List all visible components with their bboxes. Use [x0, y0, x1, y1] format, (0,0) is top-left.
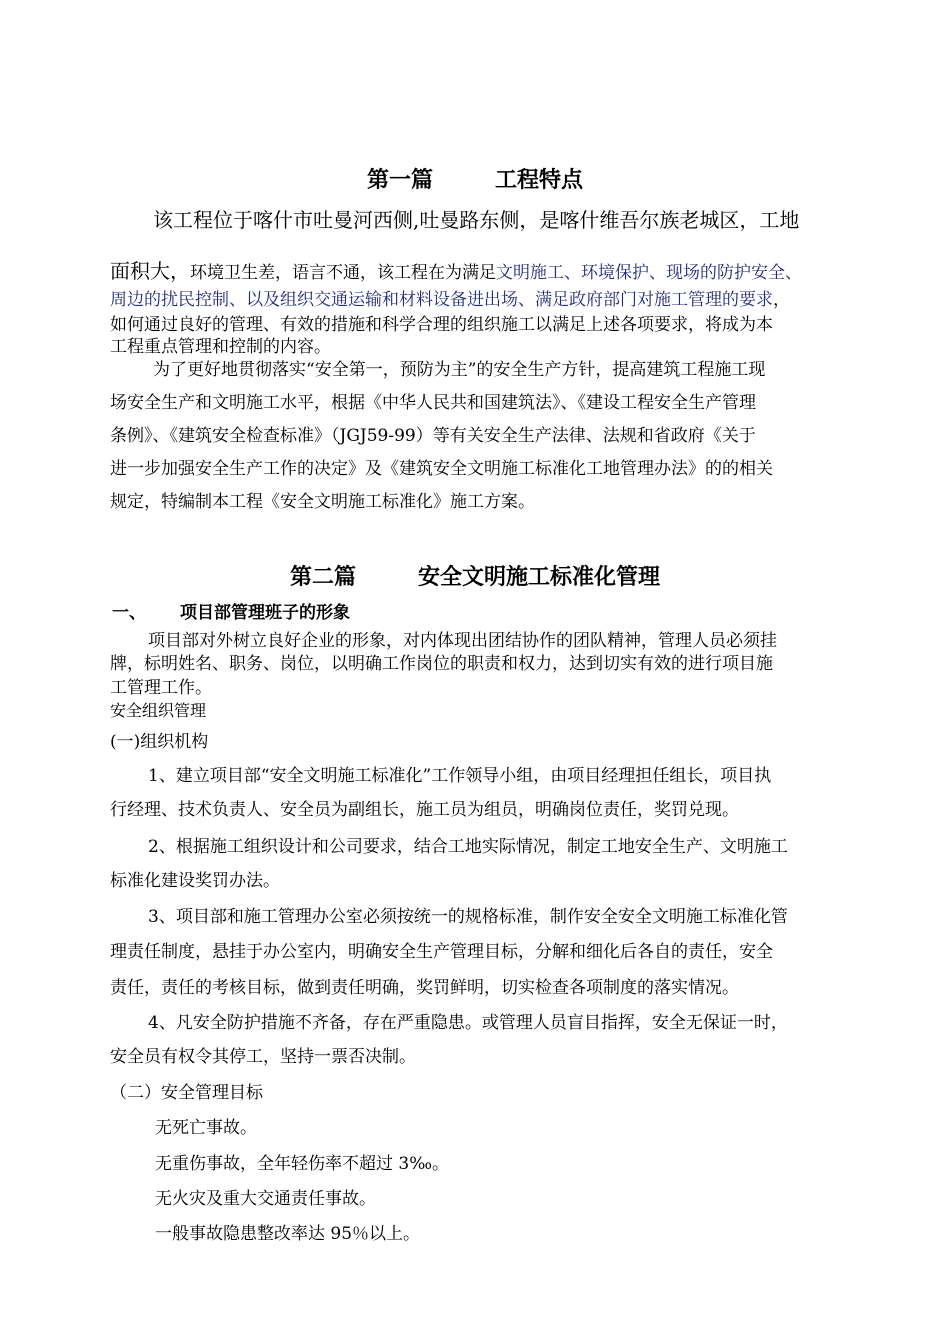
paragraph-line: 为了更好地贯彻落实“安全第一，预防为主”的安全生产方针，提高建筑工程施工现 [153, 360, 766, 380]
section1-title-text: 工程特点 [495, 168, 584, 193]
list-item: 责任，责任的考核目标，做到责任明确，奖罚鲜明，切实检查各项制度的落实情况。 [110, 978, 739, 998]
highlight-text: 周边的扰民控制、以及组织交通运输和材料设备进出场、满足政府部门对施工管理的要求 [110, 290, 773, 310]
section1-title [0, 170, 950, 192]
safety-org-label: 安全组织管理 [110, 701, 207, 720]
goal-item: 一般事故隐患整改率达 95％以上。 [155, 1224, 421, 1244]
list-item: 3、项目部和施工管理办公室必须按统一的规格标准，制作安全安全文明施工标准化管 [148, 907, 788, 927]
paragraph-line: 规定，特编制本工程《安全文明施工标准化》施工方案。 [110, 492, 535, 512]
paragraph-line: 牌，标明姓名、职务、岗位，以明确工作岗位的职责和权力，达到切实有效的进行项目施 [110, 654, 773, 674]
goal-item: 无火灾及重大交通责任事故。 [155, 1189, 376, 1209]
paragraph-line: 进一步加强安全生产工作的决定》及《建筑安全文明施工标准化工地管理办法》的的相关 [110, 459, 773, 479]
paragraph-line: 面积大，环境卫生差，语言不通，该工程在为满足文明施工、环境保护、现场的防护安全、 [110, 259, 802, 283]
section1-title-number: 第一篇 [366, 168, 433, 193]
list-item: 标准化建设奖罚办法。 [110, 871, 280, 891]
paragraph-line: 工程重点管理和控制的内容。 [110, 337, 331, 357]
list-item: 4、凡安全防护措施不齐备，存在严重隐患。或管理人员盲目指挥，安全无保证一时， [148, 1013, 788, 1033]
paragraph-line: 场安全生产和文明施工水平，根据《中华人民共和国建筑法》、《建设工程安全生产管理 [110, 393, 756, 413]
section2-title-number: 第二篇 [289, 565, 356, 590]
paragraph-line: 项目部对外树立良好企业的形象，对内体现出团结协作的团队精神，管理人员必须挂 [148, 631, 777, 651]
paragraph-line: 周边的扰民控制、以及组织交通运输和材料设备进出场、满足政府部门对施工管理的要求， [110, 290, 790, 310]
highlight-text: 文明施工、环境保护、现场的防护安全、 [496, 263, 802, 283]
paragraph-line: 该工程位于喀什市吐曼河西侧,吐曼路东侧，是喀什维吾尔族老城区，工地 [153, 208, 800, 232]
goals-heading: （二）安全管理目标 [110, 1083, 263, 1103]
goal-item: 无重伤事故，全年轻伤率不超过 3‰。 [155, 1154, 450, 1174]
org-heading: (一)组织机构 [110, 732, 209, 752]
list-item: 2、根据施工组织设计和公司要求，结合工地实际情况，制定工地安全生产、文明施工 [148, 837, 788, 857]
list-item: 1、建立项目部“安全文明施工标准化”工作领导小组，由项目经理担任组长，项目执 [148, 766, 772, 786]
paragraph-line: 工管理工作。 [110, 678, 212, 698]
paragraph-line: 如何通过良好的管理、有效的措施和科学合理的组织施工以满足上述各项要求，将成为本 [110, 315, 773, 335]
section2-title-text: 安全文明施工标准化管理 [418, 565, 661, 590]
paragraph-line: 条例》、《建筑安全检查标准》（JGJ59-99）等有关安全生产法律、法规和省政府《关于 [110, 426, 756, 446]
list-item: 行经理、技术负责人、安全员为副组长，施工员为组员，明确岗位责任，奖罚兑现。 [110, 800, 739, 820]
list-item: 安全员有权令其停工，坚持一票否决制。 [110, 1047, 416, 1067]
sub-heading: 一、 项目部管理班子的形象 [112, 603, 350, 623]
section2-title [0, 567, 950, 589]
list-item: 理责任制度，悬挂于办公室内，明确安全生产管理目标，分解和细化后各自的责任，安全 [110, 942, 773, 962]
goal-item: 无死亡事故。 [155, 1118, 257, 1138]
